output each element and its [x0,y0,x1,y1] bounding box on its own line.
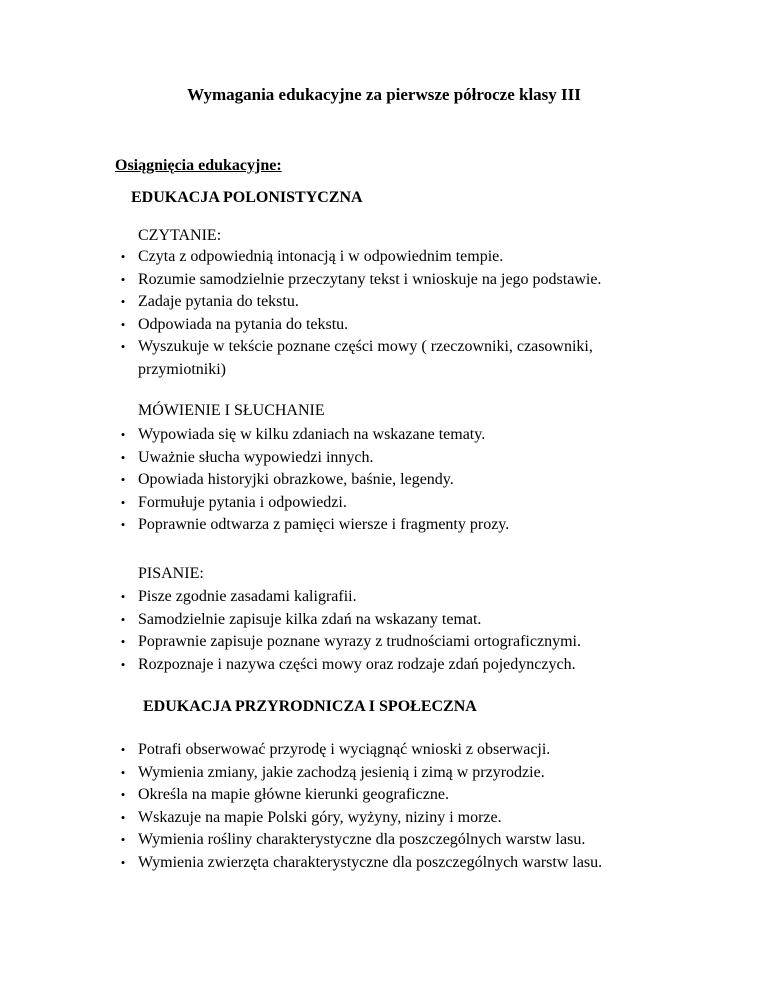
list-item-text: Określa na mapie główne kierunki geograficzne. [138,786,449,803]
list-item-text: Wymienia zwierzęta charakterystyczne dla poszczególnych warstw lasu. [138,853,603,871]
subheading-mowienie: MÓWIENIE I SŁUCHANIE [138,402,325,419]
list-item [0,829,768,852]
list-item-text: Poprawnie zapisuje poznane wyrazy z trudnościami ortograficznymi. [138,633,581,650]
list-item [0,269,768,292]
list-item [0,336,768,381]
list-item [0,762,768,785]
list-item-text: Odpowiada na pytania do tekstu. [138,315,349,333]
bullet-icon: • [120,634,126,649]
document-title: Wymagania edukacyjne za pierwsze półrocze klasy III [187,85,581,104]
bullet-icon: • [120,787,126,802]
bullet-icon: • [120,589,126,604]
bullet-icon: • [120,427,126,442]
list-item [0,291,768,314]
list-item-text: Zadaje pytania do tekstu. [138,293,299,310]
list-item-text: Wskazuje na mapie Polski góry, wyżyny, niziny i morze. [138,808,502,826]
bullet-icon: • [120,271,126,287]
list-item-text: Potrafi obserwować przyrodę i wyciągnąć wnioski z obserwacji. [138,741,551,758]
list-item [0,314,768,337]
list-pisanie [0,586,768,676]
bullet-icon: • [120,656,126,672]
list-item [0,654,768,677]
list-item [0,514,768,537]
list-item [0,246,768,269]
bullet-icon: • [120,611,126,627]
section-heading-polonistyczna: EDUKACJA POLONISTYCZNA [131,189,363,206]
list-item [0,492,768,515]
bullet-icon: • [120,249,126,264]
list-item-text: Samodzielnie zapisuje kilka zdań na wskazany temat. [138,610,482,628]
bullet-icon: • [120,832,126,847]
bullet-icon: • [120,809,126,825]
list-item-text: Wymienia rośliny charakterystyczne dla poszczególnych warstw lasu. [138,831,586,848]
list-item [0,609,768,632]
bullet-icon: • [120,742,126,757]
list-item [0,807,768,830]
subheading-czytanie: CZYTANIE: [138,227,222,244]
subheading-pisanie: PISANIE: [138,565,204,582]
bullet-icon: • [120,472,126,487]
list-item-text: Poprawnie odtwarza z pamięci wiersze i fragmenty prozy. [138,516,510,533]
list-item-text: Uważnie słucha wypowiedzi innych. [138,448,374,466]
list-przyrodnicza [0,739,768,874]
bullet-icon: • [120,854,126,870]
section-heading-przyrodnicza: EDUKACJA PRZYRODNICZA I SPOŁECZNA [143,698,477,715]
list-item-text: Wypowiada się w kilku zdaniach na wskazane tematy. [138,426,486,443]
list-czytanie [0,246,768,381]
list-mowienie [0,424,768,537]
list-item-text: Opowiada historyjki obrazkowe, baśnie, legendy. [138,471,454,488]
list-item [0,631,768,654]
achievements-subtitle: Osiągnięcia edukacyjne: [115,157,282,174]
list-item [0,784,768,807]
list-item [0,424,768,447]
bullet-icon: • [120,316,126,332]
list-item [0,447,768,470]
list-item-text: Rozumie samodzielnie przeczytany tekst i wnioskuje na jego podstawie. [138,270,602,288]
bullet-icon: • [120,764,126,780]
list-item [0,469,768,492]
list-item-text: Wymienia zmiany, jakie zachodzą jesienią i zimą w przyrodzie. [138,763,545,781]
list-item-text: Rozpoznaje i nazywa części mowy oraz rodzaje zdań pojedynczych. [138,655,576,673]
bullet-icon: • [120,449,126,465]
list-item-text: Pisze zgodnie zasadami kaligrafii. [138,588,357,605]
bullet-icon: • [120,517,126,532]
list-item [0,739,768,762]
list-item [0,852,768,875]
bullet-icon: • [120,339,126,354]
bullet-icon: • [120,294,126,309]
list-item-text: Czyta z odpowiednią intonacją i w odpowiednim tempie. [138,248,504,265]
list-item [0,586,768,609]
list-item-text: Wyszukuje w tekście poznane części mowy ( rzeczowniki, czasowniki, przymiotniki) [138,338,593,378]
list-item-text: Formułuje pytania i odpowiedzi. [138,493,347,511]
bullet-icon: • [120,494,126,510]
